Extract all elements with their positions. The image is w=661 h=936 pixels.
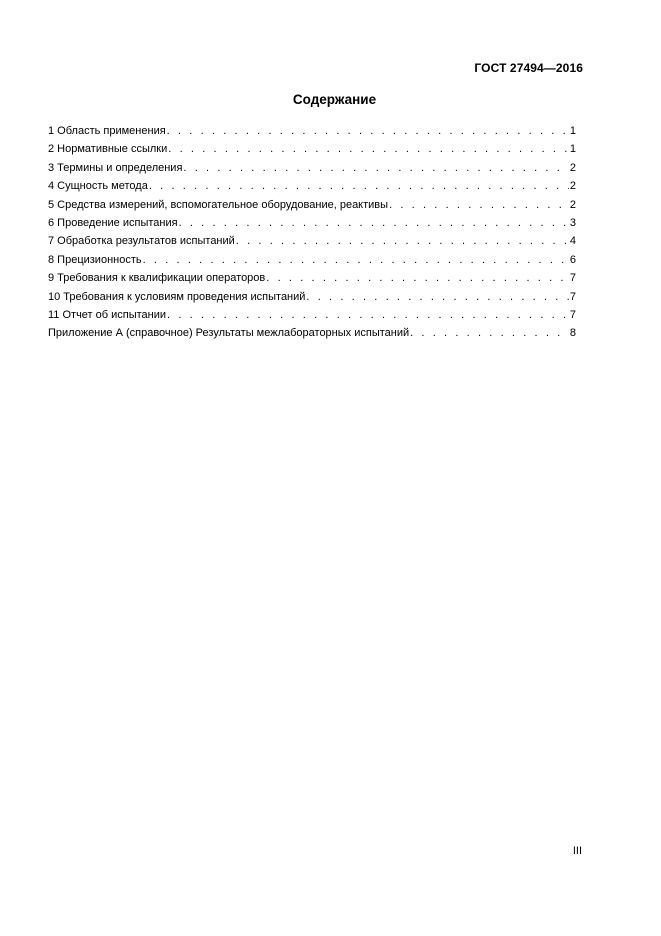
toc-entry-appendix-a[interactable] xyxy=(48,324,576,342)
toc-leader-dots xyxy=(306,288,568,306)
toc-title: Содержание xyxy=(292,92,377,107)
toc-entry-page: 3 xyxy=(569,216,576,229)
toc-entry-page: 1 xyxy=(569,125,576,137)
toc-entry-label: 11 Отчет об испытании xyxy=(48,308,167,321)
toc-entry-page: 7 xyxy=(569,272,576,285)
toc-entry-page: 4 xyxy=(569,235,576,248)
page-number: III xyxy=(572,845,582,857)
toc-entry-1[interactable] xyxy=(48,122,576,140)
toc-leader-dots xyxy=(266,269,569,287)
toc-entry-label: 6 Проведение испытания xyxy=(48,216,178,229)
toc-entry-4[interactable] xyxy=(48,177,576,195)
toc-entry-label: 4 Сущность метода xyxy=(48,180,148,193)
toc-leader-dots xyxy=(236,232,569,250)
toc-entry-page: 1 xyxy=(569,143,576,156)
toc-entry-3[interactable] xyxy=(48,159,576,177)
toc-leader-dots xyxy=(143,251,569,269)
table-of-contents xyxy=(48,122,576,343)
toc-leader-dots xyxy=(149,177,569,195)
toc-leader-dots xyxy=(167,122,569,140)
toc-entry-page: 6 xyxy=(569,253,576,266)
toc-entry-9[interactable] xyxy=(48,269,576,287)
toc-entry-page: 7 xyxy=(569,290,576,303)
toc-entry-label: 1 Область применения xyxy=(48,125,166,137)
toc-entry-label: Приложение А (справочное) Результаты межлабораторных испытаний xyxy=(48,327,410,340)
toc-entry-page: 2 xyxy=(569,180,576,193)
toc-entry-label: 5 Средства измерений, вспомогательное оборудование, реактивы xyxy=(48,198,389,211)
toc-entry-label: 8 Прецизионность xyxy=(48,253,142,266)
toc-entry-6[interactable] xyxy=(48,214,576,232)
toc-leader-dots xyxy=(168,140,569,158)
toc-entry-page: 8 xyxy=(569,327,576,340)
toc-entry-7[interactable] xyxy=(48,232,576,250)
toc-leader-dots xyxy=(389,196,569,214)
toc-leader-dots xyxy=(183,159,568,177)
toc-entry-8[interactable] xyxy=(48,251,576,269)
standard-code: ГОСТ 27494—2016 xyxy=(474,61,583,75)
toc-entry-label: 9 Требования к квалификации операторов xyxy=(48,272,266,285)
toc-entry-label: 2 Нормативные ссылки xyxy=(48,143,168,156)
toc-entry-5[interactable] xyxy=(48,196,576,214)
toc-entry-10[interactable] xyxy=(48,288,576,306)
toc-leader-dots xyxy=(410,324,569,342)
toc-entry-page: 2 xyxy=(569,198,576,211)
toc-entry-label: 3 Термины и определения xyxy=(48,161,183,174)
toc-entry-label: 10 Требования к условиям проведения испытаний xyxy=(48,290,306,303)
toc-entry-page: 2 xyxy=(569,161,576,174)
toc-entry-label: 7 Обработка результатов испытаний xyxy=(48,235,235,248)
toc-leader-dots xyxy=(179,214,569,232)
toc-entry-2[interactable] xyxy=(48,140,576,158)
toc-entry-11[interactable] xyxy=(48,306,576,324)
toc-leader-dots xyxy=(167,306,569,324)
toc-entry-page: 7 xyxy=(569,308,576,321)
